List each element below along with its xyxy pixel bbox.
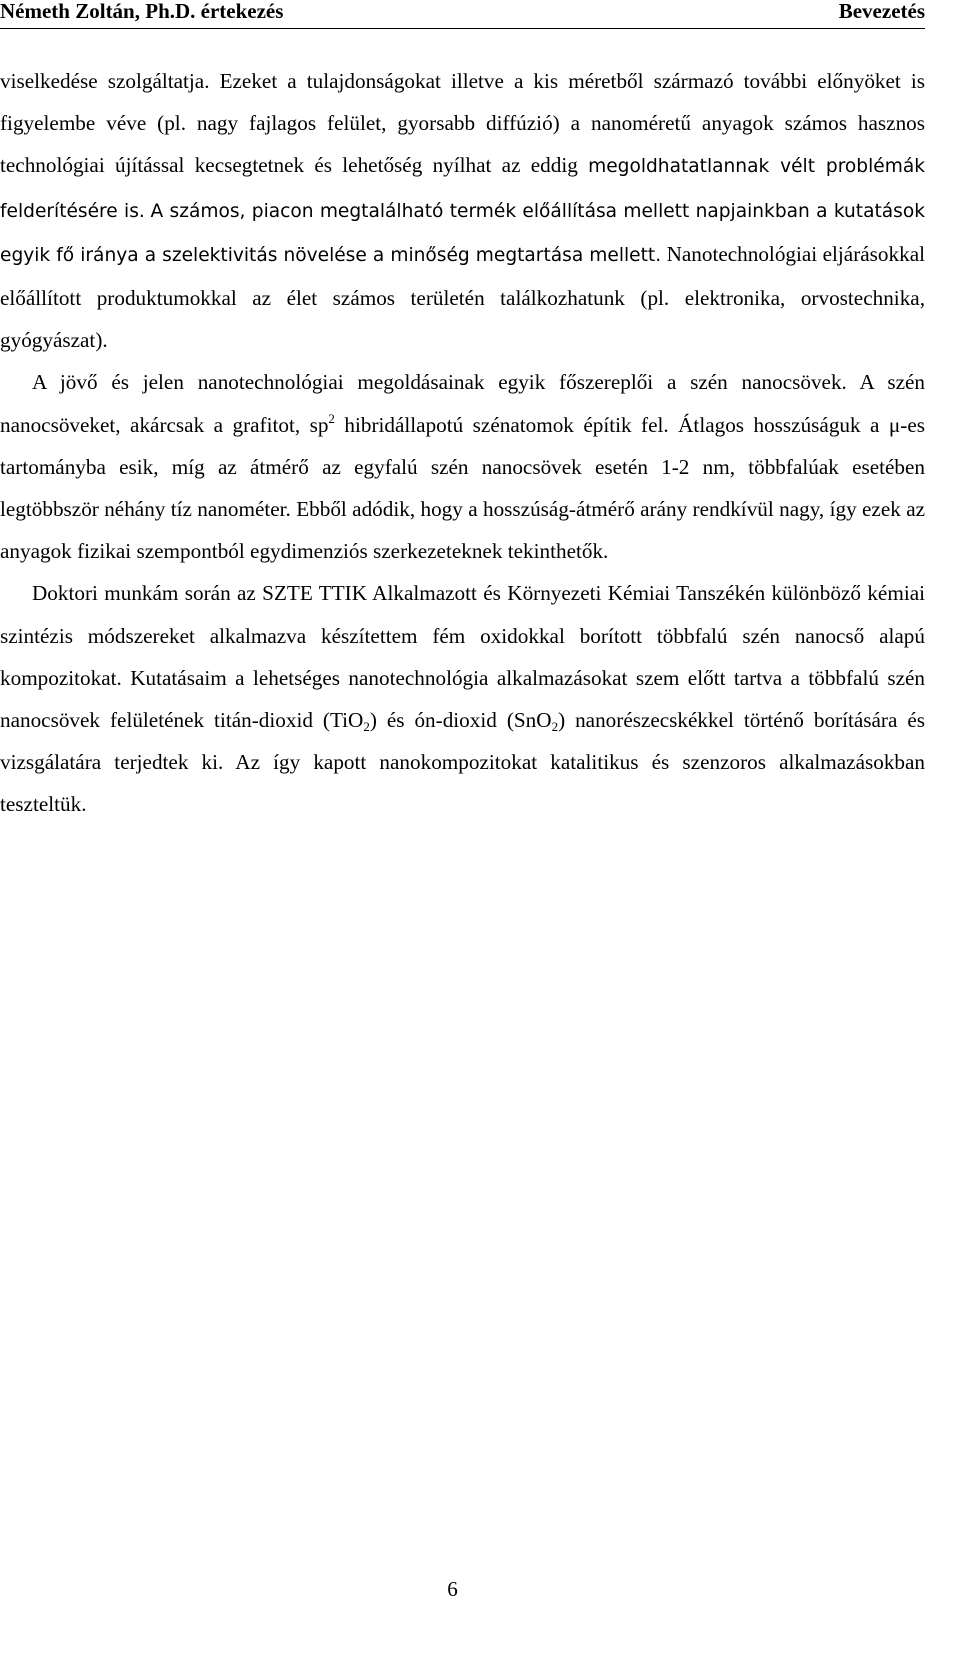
- paragraph-3: [0, 572, 925, 825]
- paragraph-3-text-a: Doktori munkám során az SZTE TTIK Alkalmazott és Környezeti Kémiai Tanszékén különböző kémiai szintézis módszereket alkalmazva készítettem fém oxidokkal borított többfalú szén nanocső alapú kompozitokat. Kutatásaim a lehetséges nanotechnológia alkalmazásokat szem előtt tartva a többfalú szén nanocsövek felületének titán-dioxid (TiO: [0, 581, 925, 733]
- paragraph-1-text-a: viselkedése szolgáltatja. Ezeket a tulajdonságokat illetve a kis méretből származó további előnyöket is figyelembe véve (pl. nagy fajlagos felület, gyorsabb diffúzió) a nanoméretű anyagok számos hasznos technológiai újítással kecsegtetnek és lehetőség nyílhat az eddig: [0, 69, 925, 178]
- paragraph-1-text-c: A számos, piacon megtalálható termék előállítása mellett napjainkban a kutatások egyik fő iránya a szelektivitás növelése a minőség megtartása mellett.: [0, 200, 925, 266]
- paragraph-3-subscript-2: 2: [551, 719, 559, 735]
- page-number: 6: [447, 1577, 458, 1601]
- paragraph-3-text-b: ) és ón-dioxid (SnO: [369, 708, 552, 733]
- paragraph-3-text-c: ) nanorészecskékkel történő borítására és vizsgálatára terjedtek ki. Az így kapott nanokompozitokat katalitikus és szenzoros alkalmazásokban teszteltük.: [0, 708, 925, 817]
- body-text: [0, 60, 925, 826]
- header-chapter-title: Bevezetés: [838, 0, 925, 23]
- paragraph-2: [0, 361, 925, 572]
- paragraph-1-text-d: Nanotechnológiai eljárásokkal előállított produktumokkal az élet számos területén találkozhatunk (pl. elektronika, orvostechnika, gyógyászat).: [0, 241, 925, 353]
- paragraph-3-subscript-1: 2: [363, 719, 370, 735]
- paragraph-2-text-b: hibridállapotú szénatomok építik fel. Átlagos hosszúságuk a μ-es tartományba esik, míg az átmérő az egyfalú szén nanocsövek esetén 1-2 nm, többfalúak esetében legtöbbször néhány tíz nanométer. Ebből adódik, hogy a hosszúság-átmérő arány rendkívül nagy, így ezek az anyagok fizikai szempontból egydimenziós szerkezeteknek tekinthetők.: [0, 412, 925, 564]
- paragraph-1: [0, 60, 925, 361]
- paragraph-2-text-a: A jövő és jelen nanotechnológiai megoldásainak egyik főszereplői a szén nanocsövek. A szén nanocsöveket, akárcsak a grafitot, sp: [0, 370, 925, 437]
- paragraph-1-text-b: megoldhatatlannak vélt problémák felderítésére is.: [0, 156, 925, 222]
- running-header: [0, 0, 925, 29]
- header-author-title: Németh Zoltán, Ph.D. értekezés: [0, 0, 284, 23]
- paragraph-2-superscript: 2: [328, 410, 335, 426]
